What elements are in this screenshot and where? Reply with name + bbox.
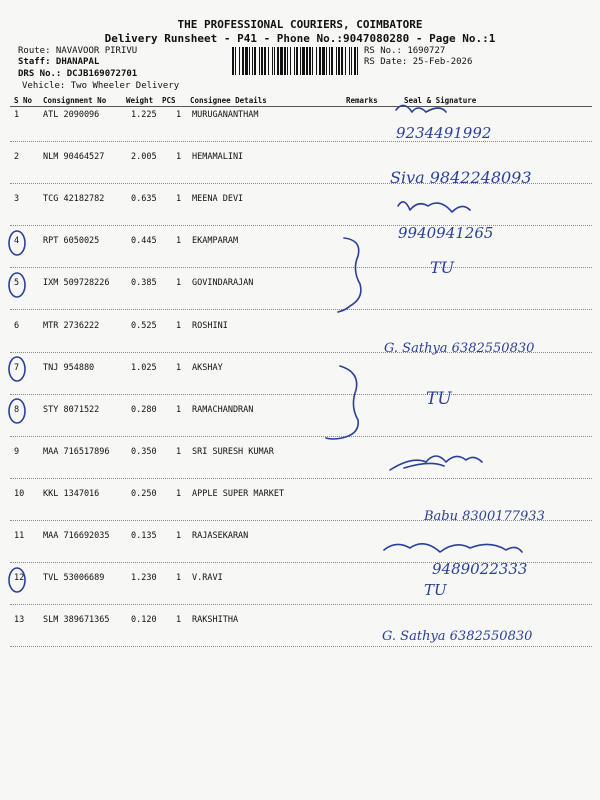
cell-sno: 12 [14,573,25,584]
barcode-image [232,47,358,75]
signature-text-row-13: G. Sathya 6382550830 [382,629,533,644]
cell-weight: 0.135 [131,531,157,541]
company-title: THE PROFESSIONAL COURIERS, COIMBATORE [177,18,423,31]
rs-number: RS No.: 1690727 [364,46,446,56]
row-divider [10,183,592,184]
cell-consignee: APPLE SUPER MARKET [192,488,285,499]
cell-sno: 9 [14,446,20,457]
cell-weight: 0.525 [131,320,157,331]
col-sno: S No [14,96,33,105]
row-divider [10,646,592,647]
cell-consignment: IXM 509728226 [43,278,110,289]
cell-consignee: AKSHAY [192,362,223,373]
cell-pcs: 1 [176,573,182,584]
cell-sno: 1 [14,110,20,120]
cell-pcs: 1 [176,152,182,163]
cell-pcs: 1 [176,488,182,499]
cell-consignment: KKL 1347016 [43,488,100,499]
cell-weight: 0.350 [131,446,157,457]
cell-consignee: ROSHINI [192,320,228,331]
row-divider [10,478,592,479]
signature-text-row-10: Babu 8300177933 [424,509,545,524]
cell-weight: 0.445 [131,236,157,247]
cell-sno: 2 [14,152,20,163]
cell-consignment: MAA 716517896 [43,446,110,457]
cell-sno: 7 [14,362,20,373]
cell-weight: 2.005 [131,152,157,163]
col-pcs: PCS [162,96,176,105]
cell-consignee: RAMACHANDRAN [192,404,254,415]
cell-consignee: V.RAVI [192,573,223,584]
col-remarks: Remarks [346,96,378,105]
cell-weight: 0.635 [131,194,157,205]
row-divider [10,436,592,437]
cell-consignee: RAKSHITHA [192,615,239,626]
rs-date: RS Date: 25-Feb-2026 [364,57,473,67]
cell-pcs: 1 [176,615,182,626]
cell-weight: 1.230 [131,573,157,584]
row-divider [10,352,592,353]
cell-consignment: STY 8071522 [43,404,100,415]
cell-sno: 3 [14,194,20,205]
cell-consignment: TCG 42182782 [43,194,105,205]
row-divider [10,520,592,521]
cell-pcs: 1 [176,362,182,373]
row-divider [10,394,592,395]
cell-consignment: MTR 2736222 [43,320,100,331]
staff-label: Staff: DHANAPAL [18,57,100,67]
cell-consignment: NLM 90464527 [43,152,105,163]
drs-number: DRS No.: DCJB169072701 [18,69,138,79]
cell-pcs: 1 [176,404,182,415]
cell-pcs: 1 [176,236,182,247]
runsheet-subtitle: Delivery Runsheet - P41 - Phone No.:9047080280 - Page No.:1 [104,32,496,45]
row-divider [10,309,592,310]
signature-scribble-row-9 [390,456,482,470]
col-seal-signature: Seal & Signature [404,96,477,105]
cell-consignment: ATL 2090096 [43,110,100,120]
cell-sno: 6 [14,320,20,331]
cell-weight: 1.225 [131,110,157,120]
cell-consignment: RPT 6050025 [43,236,100,247]
cell-consignee: MEENA DEVI [192,194,244,205]
cell-consignee: MURUGANANTHAM [192,110,259,120]
cell-consignee: HEMAMALINI [192,152,244,163]
cell-sno: 8 [14,404,20,415]
cell-pcs: 1 [176,194,182,205]
cell-sno: 10 [14,488,25,499]
cell-sno: 13 [14,615,25,626]
signature-scribble-row-11 [384,544,522,552]
signature-scribble-row-3 [398,202,470,212]
route-label: Route: NAVAVOOR PIRIVU [18,46,138,56]
signature-text-row-2: Siva 9842248093 [390,168,532,187]
cell-consignee: RAJASEKARAN [192,531,249,541]
signature-text-row-4: TU [430,258,455,277]
header-divider [10,106,592,107]
row-divider [10,604,592,605]
cell-sno: 11 [14,531,25,541]
signature-text-row-12b: TU [424,581,447,599]
cell-consignment: SLM 389671365 [43,615,110,626]
row-divider [10,225,592,226]
cell-pcs: 1 [176,531,182,541]
cell-sno: 4 [14,236,20,247]
cell-consignment: MAA 716692035 [43,531,110,541]
signature-text-row-6: G. Sathya 6382550830 [384,341,535,356]
row-divider [10,267,592,268]
cell-consignee: EKAMPARAM [192,236,239,247]
col-consignment: Consignment No [43,96,107,105]
bracket-mark-rows-4-5 [338,238,361,312]
cell-consignment: TVL 53006689 [43,573,105,584]
cell-weight: 0.250 [131,488,157,499]
signature-text-row-3: 9940941265 [398,224,494,242]
cell-weight: 0.385 [131,278,157,289]
cell-weight: 0.280 [131,404,157,415]
cell-weight: 0.120 [131,615,157,626]
cell-pcs: 1 [176,446,182,457]
row-divider [10,562,592,563]
cell-consignee: GOVINDARAJAN [192,278,254,289]
signature-text-row-8: TU [426,389,452,409]
cell-pcs: 1 [176,320,182,331]
cell-weight: 1.025 [131,362,157,373]
cell-pcs: 1 [176,110,182,120]
cell-consignment: TNJ 954880 [43,362,95,373]
col-consignee: Consignee Details [190,96,267,105]
signature-text-row-12a: 9489022333 [432,560,528,578]
bracket-mark-rows-7-8 [326,366,358,439]
vehicle-label: Vehicle: Two Wheeler Delivery [22,81,180,91]
cell-pcs: 1 [176,278,182,289]
col-weight: Weight [126,96,154,105]
cell-consignee: SRI SURESH KUMAR [192,446,274,457]
row-divider [10,141,592,142]
cell-sno: 5 [14,278,20,289]
signature-text-row-1: 9234491992 [396,124,492,142]
